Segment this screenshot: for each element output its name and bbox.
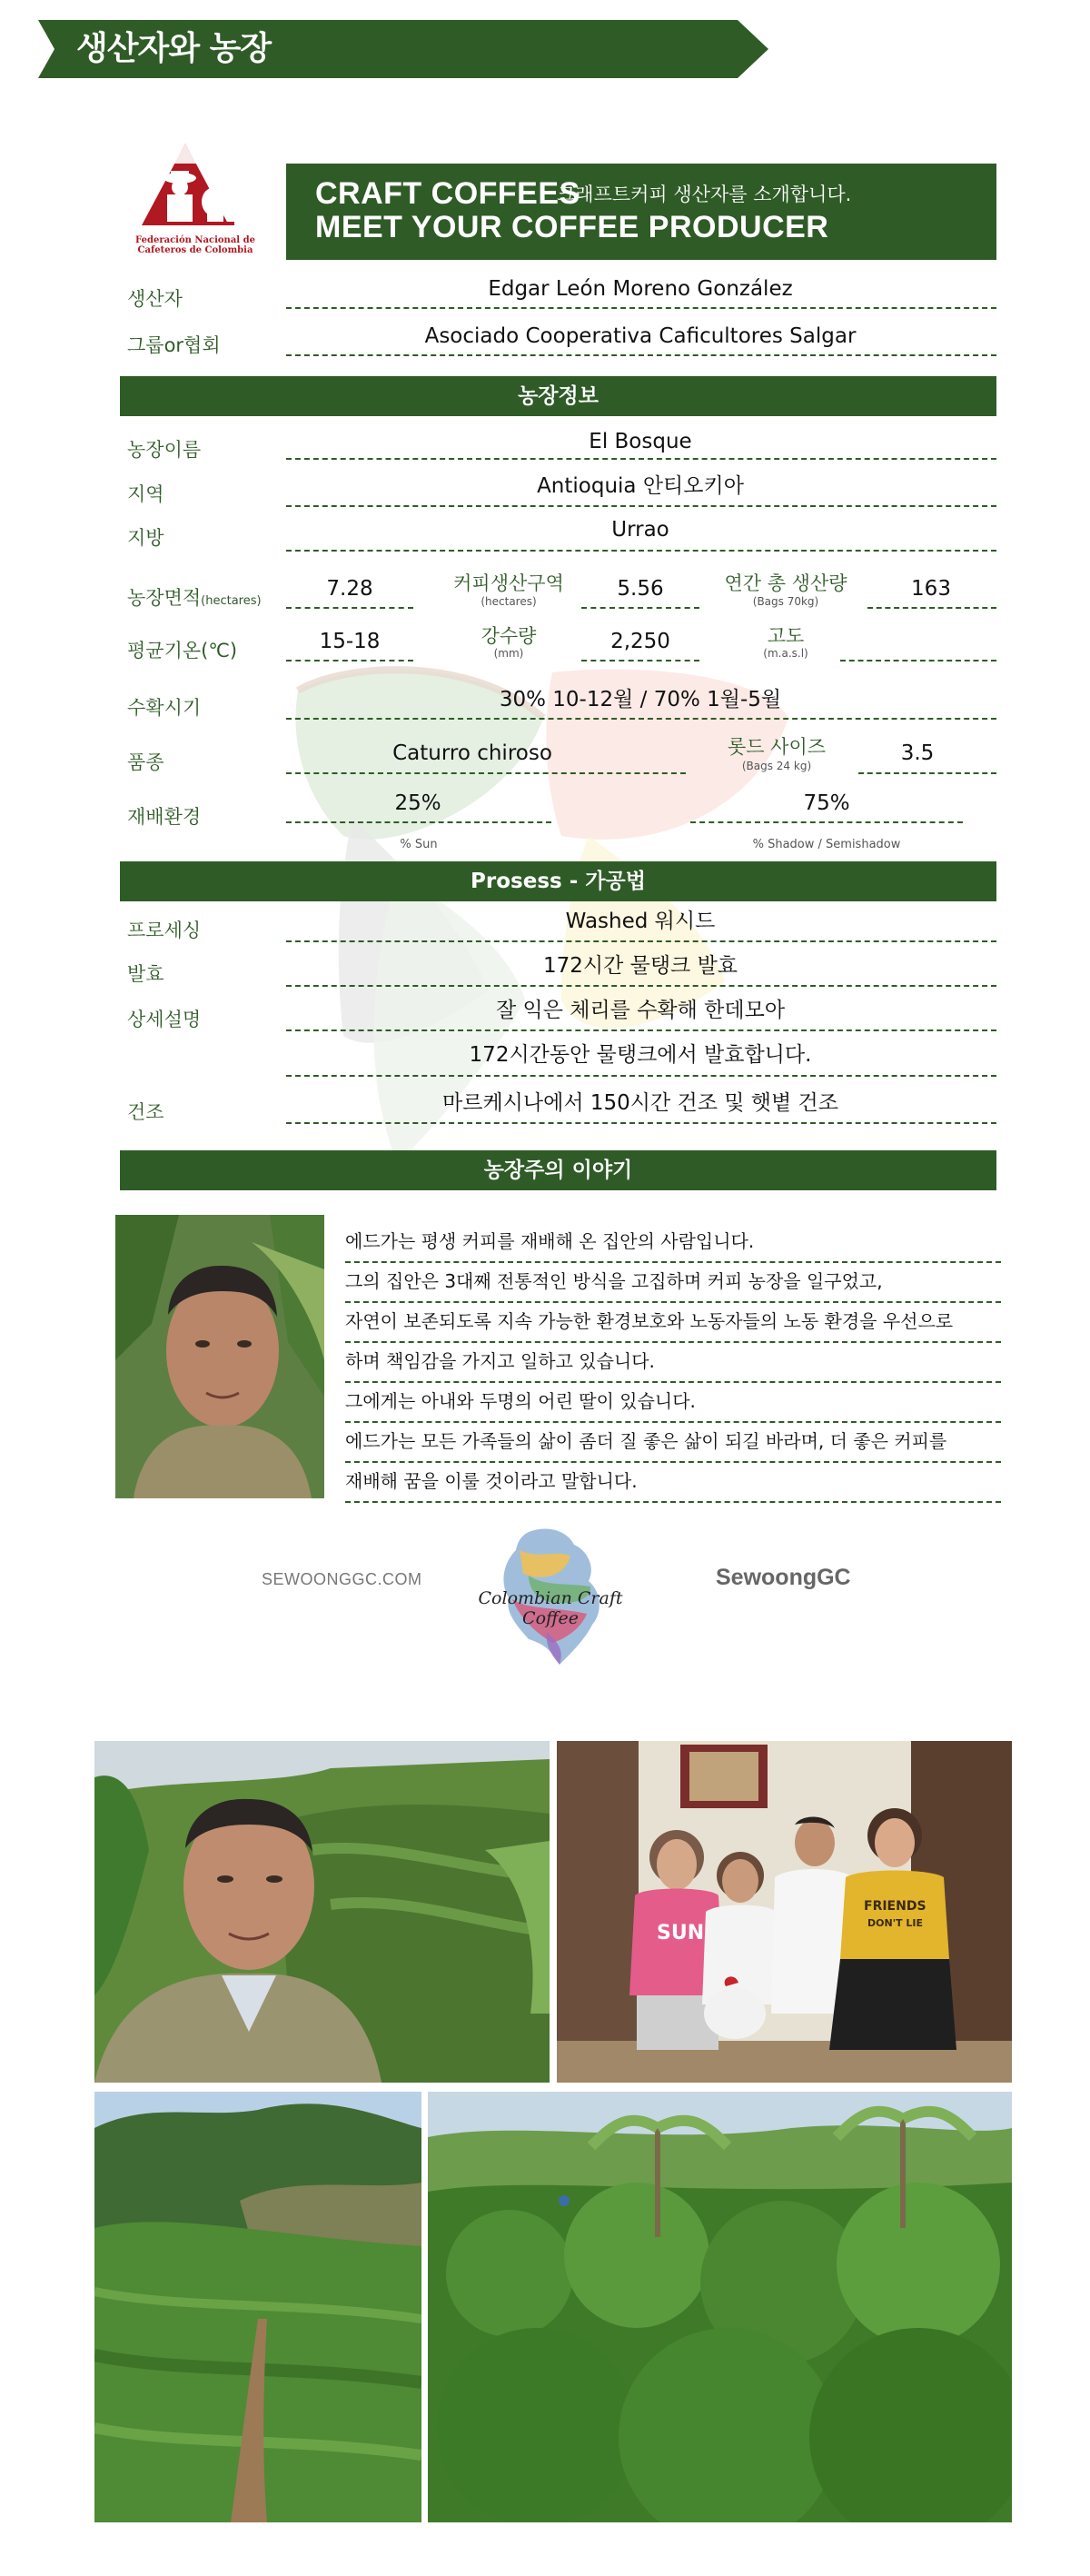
harvest-label: 수확시기 <box>127 697 202 719</box>
section-banner <box>38 20 768 78</box>
rainfall-value: 2,250 <box>610 630 670 653</box>
shade-underline <box>690 821 963 823</box>
rainfall-underline <box>581 660 699 661</box>
variety-label: 품종 <box>127 751 164 773</box>
rainfall-label: 강수량 <box>481 625 537 647</box>
farm-area-underline <box>286 607 413 609</box>
colombian-craft-coffee-text: Colombian Craft Coffee <box>478 1588 623 1628</box>
drying-underline <box>286 1122 996 1124</box>
detail-underline-2 <box>286 1075 996 1077</box>
pink-shirt-text: SUN <box>657 1922 705 1944</box>
fermentation-underline <box>286 985 996 987</box>
detail-value-1: 잘 익은 체리를 수확해 한데모아 <box>495 999 786 1022</box>
altitude-label: 고도 <box>767 625 805 647</box>
detail-value-2: 172시간동안 물탱크에서 발효합니다. <box>469 1043 812 1067</box>
header-line1-sub: 크래프트커피 생산자를 소개합니다. <box>557 184 852 205</box>
region-value: Antioquia 안티오키아 <box>537 474 744 498</box>
juan-valdez-logo-icon <box>120 138 265 238</box>
region-label: 지역 <box>127 483 164 505</box>
avg-temp-label: 평균기온(℃) <box>127 640 238 661</box>
producer-value: Edgar León Moreno González <box>488 277 793 301</box>
lot-size-underline <box>858 772 996 774</box>
group-underline <box>286 354 996 356</box>
environment-label: 재배환경 <box>127 806 202 828</box>
lot-size-unit: (Bags 24 kg) <box>741 760 812 772</box>
fnc-logo <box>120 138 265 265</box>
website-text: SEWOONGGC.COM <box>262 1570 422 1588</box>
story-line-4: 하며 책임감을 가지고 일하고 있습니다. <box>345 1343 1001 1383</box>
fermentation-value: 172시간 물탱크 발효 <box>542 954 738 978</box>
processing-label: 프로세싱 <box>127 920 202 941</box>
detail-label: 상세설명 <box>127 1009 202 1030</box>
annual-production-value: 163 <box>911 577 951 601</box>
rainfall-unit: (mm) <box>493 647 524 660</box>
fermentation-label: 발효 <box>127 963 164 985</box>
processing-value: Washed 워시드 <box>565 910 716 933</box>
coffee-area-value: 5.56 <box>617 577 664 601</box>
sun-percent-value: 25% <box>394 791 441 815</box>
fnc-logo-text: Federación Nacional de Cafeteros de Colombia <box>135 235 255 255</box>
processing-underline <box>286 940 996 942</box>
coffee-area-label: 커피생산구역 <box>453 572 564 594</box>
harvest-underline <box>286 718 996 720</box>
banner-title: 생산자와 농장 <box>76 30 272 67</box>
family-photo <box>557 1741 1012 2083</box>
yellow-shirt-text-1: FRIENDS <box>864 1899 926 1914</box>
region-underline <box>286 505 996 507</box>
district-value: Urrao <box>611 518 669 542</box>
producer-label: 생산자 <box>127 288 183 310</box>
variety-value: Caturro chiroso <box>392 741 552 765</box>
harvest-value: 30% 10-12월 / 70% 1월-5월 <box>499 688 782 711</box>
coffee-area-underline <box>581 607 699 609</box>
craft-coffees-header <box>286 164 996 260</box>
altitude-underline <box>840 660 996 661</box>
producer-underline <box>286 307 996 309</box>
coffee-area-unit: (hectares) <box>481 595 537 608</box>
group-value: Asociado Cooperativa Caficultores Salgar <box>424 324 857 348</box>
farm-area-value: 7.28 <box>326 577 373 601</box>
shade-caption: % Shadow / Semishadow <box>752 838 901 851</box>
avg-temp-underline <box>286 660 413 661</box>
detail-underline-1 <box>286 1029 996 1031</box>
shade-percent-value: 75% <box>803 791 850 815</box>
lot-size-label: 롯드 사이즈 <box>727 736 827 758</box>
sun-underline <box>286 821 551 823</box>
drying-label: 건조 <box>127 1101 164 1123</box>
lot-size-value: 3.5 <box>900 741 935 765</box>
district-underline <box>286 550 996 552</box>
sun-caption: % Sun <box>400 838 438 851</box>
story-section-title: 농장주의 이야기 <box>120 1150 996 1190</box>
coffee-plantation-photo <box>428 2092 1012 2522</box>
story-line-2: 그의 집안은 3대째 전통적인 방식을 고집하며 커피 농장을 일구었고, <box>345 1263 1001 1303</box>
story-line-6: 에드가는 모든 가족들의 삶이 좀더 질 좋은 삶이 되길 바라며, 더 좋은 커피를 <box>345 1423 1001 1463</box>
producer-selfie-photo <box>94 1741 550 2083</box>
district-label: 지방 <box>127 527 164 549</box>
altitude-unit: (m.a.s.l) <box>763 647 808 660</box>
annual-production-unit: (Bags 70kg) <box>752 595 819 608</box>
farm-info-section-title: 농장정보 <box>120 376 996 416</box>
annual-production-label: 연간 총 생산량 <box>724 572 847 594</box>
farm-name-underline <box>286 458 996 460</box>
group-label: 그룹or협회 <box>127 334 221 356</box>
mountain-farm-photo <box>94 2092 421 2522</box>
farm-area-label: 농장면적(hectares) <box>127 587 262 609</box>
avg-temp-value: 15-18 <box>319 630 381 653</box>
story-line-5: 그에게는 아내와 두명의 어린 딸이 있습니다. <box>345 1383 1001 1423</box>
drying-value: 마르케시나에서 150시간 건조 및 햇볕 건조 <box>442 1091 838 1115</box>
header-line1: CRAFT COFFEES <box>315 176 580 211</box>
farm-name-label: 농장이름 <box>127 439 202 461</box>
story-line-7: 재배해 꿈을 이룰 것이라고 말합니다. <box>345 1463 1001 1503</box>
farm-name-value: El Bosque <box>589 430 692 453</box>
yellow-shirt-text-2: DON'T LIE <box>867 1917 924 1929</box>
annual-production-underline <box>867 607 996 609</box>
colombian-craft-coffee-logo <box>465 1523 636 1668</box>
variety-underline <box>286 772 686 774</box>
header-line2: MEET YOUR COFFEE PRODUCER <box>315 210 829 244</box>
story-line-3: 자연이 보존되도록 지속 가능한 환경보호와 노동자들의 노동 환경을 우선으로 <box>345 1303 1001 1343</box>
brand-name: SewoongGC <box>716 1565 851 1590</box>
process-section-title: Prosess - 가공법 <box>120 861 996 901</box>
story-line-1: 에드가는 평생 커피를 재배해 온 집안의 사람입니다. <box>345 1223 1001 1263</box>
producer-portrait <box>115 1215 324 1498</box>
